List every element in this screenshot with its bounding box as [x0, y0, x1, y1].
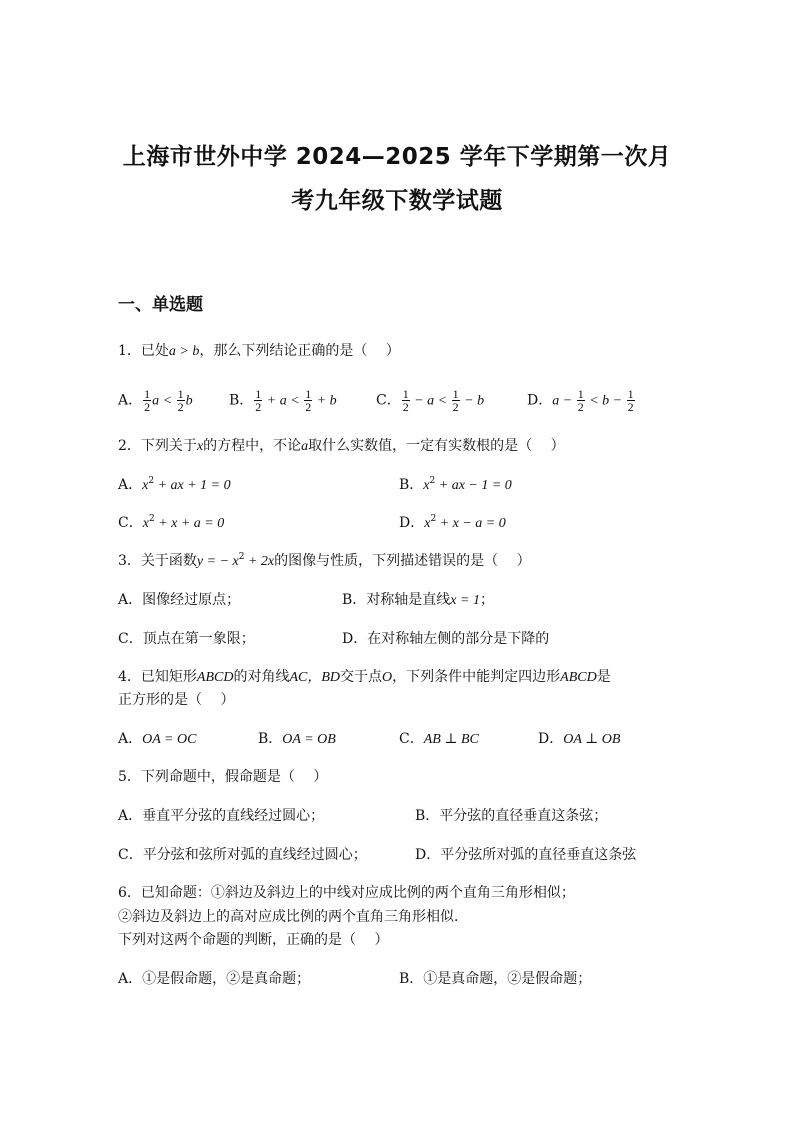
page-title-line-2: 考九年级下数学试题: [291, 188, 503, 214]
question-1-stem: 1．已处a > b，那么下列结论正确的是（ ）: [118, 343, 400, 359]
question-4-stem-line-1: 4．已知矩形ABCD的对角线AC，BD交于点O，下列条件中能判定四边形ABCD是: [118, 669, 611, 685]
question-2-option-a[interactable]: A．$x^2$ + ax + 1 = 0: [118, 476, 231, 493]
question-2-option-b[interactable]: B．$x^2$ + ax − 1 = 0: [399, 476, 512, 493]
question-1-option-d[interactable]: D．a − $\frac{1}{2}$ < b − $\frac{1}{2}$: [527, 387, 634, 414]
question-4-option-a[interactable]: A．OA = OC: [118, 731, 197, 747]
question-3-option-c[interactable]: C．顶点在第一象限；: [118, 631, 255, 647]
question-5-option-c[interactable]: C．平分弦和弦所对弧的直线经过圆心；: [118, 847, 367, 863]
question-4-option-d[interactable]: D．OA ⊥ OB: [538, 731, 621, 747]
question-6-stem-line-3: 下列对这两个命题的判断，正确的是（ ）: [118, 932, 389, 948]
question-3-option-b[interactable]: B．对称轴是直线x = 1；: [342, 592, 494, 608]
question-1-option-b[interactable]: B． $\frac{1}{2}$ + a < $\frac{1}{2}$ + b: [229, 387, 337, 414]
question-4-option-c[interactable]: C．AB ⊥ BC: [399, 731, 479, 747]
question-2-option-d[interactable]: D．$x^2 + x - a = 0$: [399, 514, 506, 531]
question-6-stem-line-1: 6．已知命题：①斜边及斜边上的中线对应成比例的两个直角三角形相似；: [118, 885, 575, 901]
question-5-stem: 5．下列命题中，假命题是（ ）: [118, 769, 328, 785]
question-2-stem: 2．下列关于x的方程中，不论a取什么实数值，一定有实数根的是（ ）: [118, 438, 565, 454]
question-6-stem-line-2: ②斜边及斜边上的高对应成比例的两个直角三角形相似．: [118, 909, 468, 925]
question-1-option-c[interactable]: C． $\frac{1}{2}$ − a < $\frac{1}{2}$ − b: [376, 387, 485, 414]
question-5-option-d[interactable]: D．平分弦所对弧的直径垂直这条弦: [415, 847, 637, 863]
question-1-option-a[interactable]: A． $\frac{1}{2}$ a < $\frac{1}{2}$ b: [118, 387, 193, 414]
question-3-option-a[interactable]: A．图像经过原点；: [118, 592, 241, 608]
question-3-option-d[interactable]: D．在对称轴左侧的部分是下降的: [342, 631, 550, 647]
page-title-line-1: 上海市世外中学 2024—2025 学年下学期第一次月: [122, 144, 672, 170]
question-3-stem: 3．关于函数y = − $x^2 + 2x$的图像与性质，下列描述错误的是（ ）: [118, 552, 531, 569]
question-6-option-b[interactable]: B．①是真命题，②是假命题；: [399, 971, 592, 987]
question-4-stem-line-2: 正方形的是（ ）: [118, 692, 235, 708]
section-heading: 一、单选题: [118, 295, 203, 315]
question-6-option-a[interactable]: A．①是假命题，②是真命题；: [118, 971, 311, 987]
question-2-option-c[interactable]: C．$x^2 + x + a = 0$: [118, 514, 225, 531]
question-4-option-b[interactable]: B．OA = OB: [258, 731, 336, 747]
question-5-option-b[interactable]: B．平分弦的直径垂直这条弦；: [415, 808, 608, 824]
question-5-option-a[interactable]: A．垂直平分弦的直线经过圆心；: [118, 808, 325, 824]
